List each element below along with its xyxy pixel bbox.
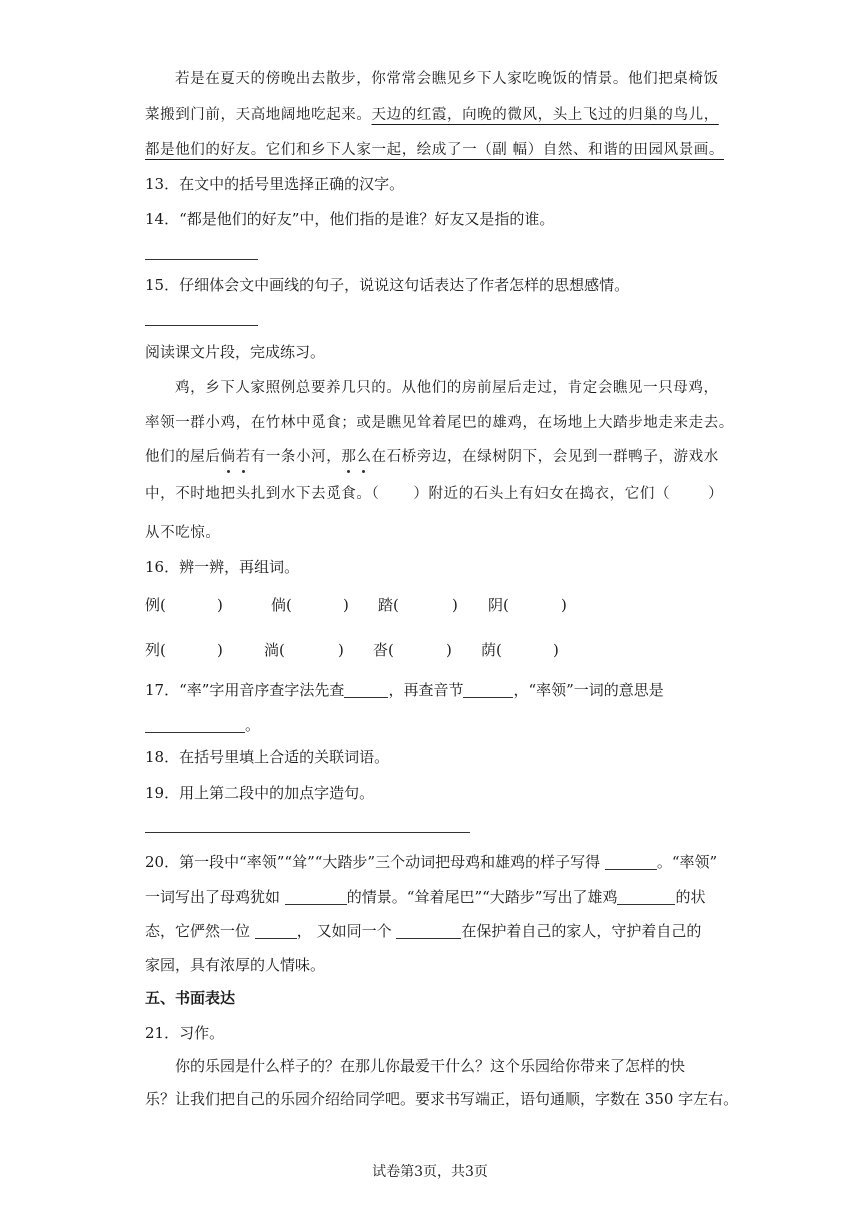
dotted-char-tang: 倘 (220, 449, 236, 465)
essay-prompt-line2: 乐？让我们把自己的乐园介绍给同学吧。要求书写端正，语句通顺，字数在 350 字左右。 (145, 1090, 739, 1108)
passage2-line5: 从不吃惊。 (145, 525, 221, 541)
question-20-line1 (145, 854, 717, 870)
passage2-line2: 率领一群小鸡，在竹林中觅食；或是瞧见耸着尾巴的雄鸡，在场地上大踏步地走来走去。 (145, 415, 734, 431)
q16-r1-char3: 踏( (378, 596, 399, 614)
passage2-line3-c: 在石桥旁边，在绿树阴下，会见到一群鸭子，游戏水 (371, 449, 719, 465)
q20-l1a: 20．第一段中“率领”“耸”“大踏步”三个动词把母鸡和雄鸡的样子写得 (145, 853, 601, 871)
q17-blank-1[interactable] (344, 682, 388, 698)
question-20-line3 (145, 923, 701, 939)
q17-text-b: ，再查音节 (388, 681, 464, 699)
passage1-line2-plain: 菜搬到门前，天高地阔地吃起来。 (145, 107, 372, 123)
passage2-line3-a: 他们的屋后 (145, 449, 221, 465)
passage1-line1: 若是在夏天的傍晚出去散步，你常常会瞧见乡下人家吃晚饭的情景。他们把桌椅饭 (175, 71, 719, 87)
passage1-underlined-sentence: 天边的红霞，向晚的微风，头上飞过的归巢的鸟儿， (371, 107, 719, 123)
q16-r2-char3: 沓( (373, 641, 394, 659)
question-13: 13．在文中的括号里选择正确的汉字。 (145, 175, 405, 193)
page-footer: 试卷第3页，共3页 (372, 1164, 488, 1180)
passage2-line4-b: ）附近的石头上有妇女在捣衣，它们（ (413, 486, 671, 502)
question-21: 21．习作。 (145, 1024, 225, 1042)
q16-r1-char4: 阴( (488, 596, 509, 614)
dotted-char-na: 那 (341, 449, 357, 465)
q20-l2b: 的情景。“耸着尾巴”“大踏步”写出了雄鸡 (346, 888, 618, 906)
q16-r1-char2: 倘( (271, 596, 292, 614)
q20-blank-4[interactable] (255, 923, 297, 939)
q16-r2-close4[interactable]: ) (553, 641, 559, 659)
q20-l1b: 。“率领” (656, 853, 718, 871)
q20-l3b: ， 又如同一个 (296, 922, 392, 940)
q20-l3c: 在保护着自己的家人，守护着自己的 (461, 922, 702, 940)
q20-l3a: 态，它俨然一位 (145, 922, 251, 940)
passage2-line4-a: 中，不时地把头扎到水下去觅食。（ (145, 486, 380, 502)
q17-text-a: 17．“率”字用音序查字法先查 (145, 681, 345, 699)
q20-l2a: 一词写出了母鸡犹如 (145, 888, 281, 906)
question-20-line2 (145, 889, 706, 905)
passage2-line3-b: 有一条小河， (250, 449, 342, 465)
q17-text-c: ，“率领”一词的意思是 (513, 681, 664, 699)
q20-l2c: 的状 (675, 888, 706, 906)
question-15: 15．仔细体会文中画线的句子，说说这句话表达了作者怎样的思想感情。 (145, 276, 630, 294)
q16-r1-char1: 例( (145, 596, 166, 614)
dotted-char-ruo: 若 (235, 449, 251, 465)
essay-prompt-line1: 你的乐园是什么样子的？在那儿你最爱干什么？这个乐园给你带来了怎样的快 (175, 1057, 686, 1075)
answer-line-15[interactable] (145, 325, 258, 326)
passage1-line2 (145, 108, 719, 123)
answer-line-19[interactable] (145, 832, 470, 833)
question-18: 18．在括号里填上合适的关联词语。 (145, 748, 390, 766)
question-17-cont (145, 717, 260, 733)
passage2-line4 (145, 487, 723, 502)
q16-r2-char2: 淌( (264, 641, 285, 659)
passage2-line1: 鸡，乡下人家照例总要养几只的。从他们的房前屋后走过，肯定会瞧见一只母鸡， (175, 380, 719, 396)
question-16: 16．辨一辨，再组词。 (145, 558, 300, 576)
section-5-heading: 五、书面表达 (145, 989, 236, 1007)
question-20-line4: 家园，具有浓厚的人情味。 (145, 956, 326, 974)
q16-r2-close1[interactable]: ) (217, 641, 223, 659)
passage2-line4-c: ） (708, 486, 724, 502)
passage1-line3: 都是他们的好友。它们和乡下人家一起，绘成了一（副 幅）自然、和谐的田园风景画。 (145, 142, 725, 158)
q16-r2-char1: 列( (145, 641, 166, 659)
question-14: 14．“都是他们的好友”中，他们指的是谁？好友又是指的谁。 (145, 210, 555, 228)
section-intro: 阅读课文片段，完成练习。 (145, 343, 326, 361)
q16-r1-close3[interactable]: ) (452, 596, 458, 614)
q16-r2-char4: 荫( (481, 641, 502, 659)
q20-blank-2[interactable] (285, 889, 347, 905)
answer-line-14[interactable] (145, 259, 258, 260)
q16-r1-close1[interactable]: ) (217, 596, 223, 614)
q20-blank-3[interactable] (617, 889, 675, 905)
q16-r1-close4[interactable]: ) (561, 596, 567, 614)
q17-text-d: 。 (245, 716, 261, 734)
q20-blank-5[interactable] (396, 923, 461, 939)
q16-r2-close3[interactable]: ) (446, 641, 452, 659)
q16-r1-close2[interactable]: ) (343, 596, 349, 614)
question-19: 19．用上第二段中的加点字造句。 (145, 784, 375, 802)
q20-blank-1[interactable] (605, 854, 657, 870)
q17-blank-3[interactable] (145, 717, 245, 733)
question-17 (145, 682, 664, 698)
q16-r2-close2[interactable]: ) (338, 641, 344, 659)
q17-blank-2[interactable] (463, 682, 513, 698)
dotted-char-me: 么 (356, 449, 372, 465)
passage2-line3 (145, 450, 719, 465)
